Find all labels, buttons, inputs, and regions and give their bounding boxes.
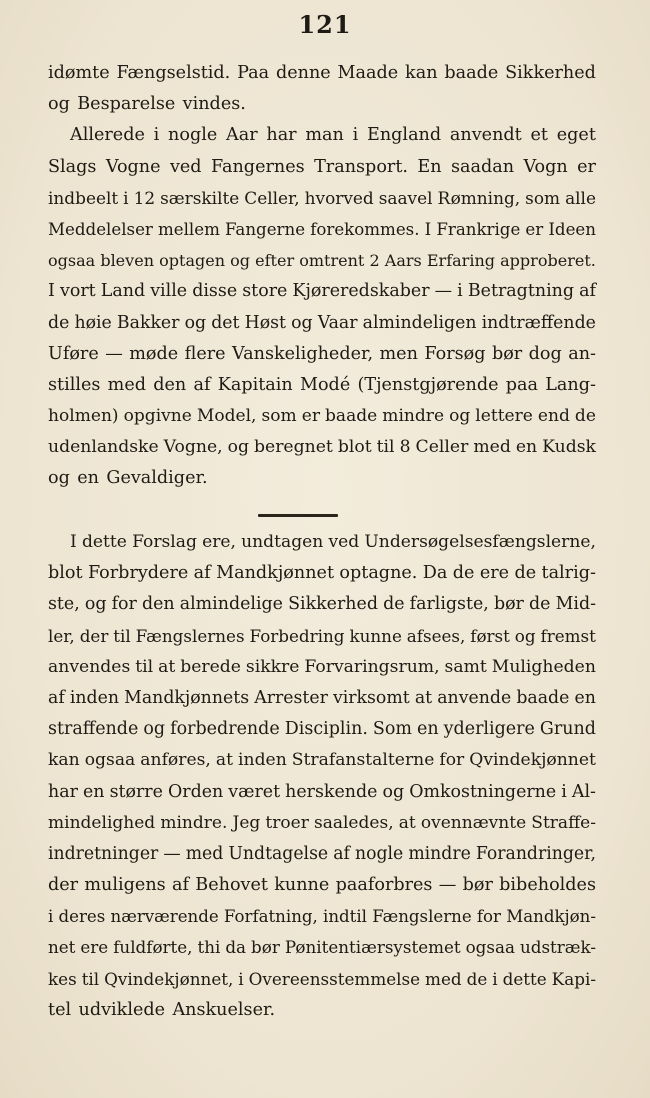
- text-line: kes til Qvindekjønnet, i Overeensstemmelse med de i dette Kapi-: [48, 968, 596, 989]
- text-line: mindelighed mindre. Jeg troer saaledes, at ovennævnte Straffe-: [48, 812, 596, 833]
- text-line: ogsaa bleven optagen og efter omtrent 2 Aars Erfaring approberet.: [48, 251, 596, 271]
- text-line: stilles med den af Kapitain Modé (Tjenstgjørende paa Lang-: [48, 374, 596, 395]
- text-line: Allerede i nogle Aar har man i England anvendt et eget: [70, 125, 596, 146]
- text-line: I dette Forslag ere, undtagen ved Undersøgelsesfængslerne,: [70, 532, 596, 552]
- text-line: Uføre — møde flere Vanskeligheder, men Forsøg bør dog an-: [48, 343, 596, 364]
- section-divider: [258, 514, 338, 517]
- text-line: der muligens af Behovet kunne paaforbres — bør bibeholdes: [48, 875, 596, 896]
- text-line: har en større Orden været herskende og Omkostningerne i Al-: [48, 781, 596, 802]
- text-line: af inden Mandkjønnets Arrester virksomt at anvende baade en: [48, 687, 596, 708]
- text-line: i deres nærværende Forfatning, indtil Fængslerne for Mandkjøn-: [48, 907, 596, 927]
- text-line: indretninger — med Undtagelse af nogle mindre Forandringer,: [48, 843, 596, 864]
- text-line: Meddelelser mellem Fangerne forekommes. I Frankrige er Ideen: [48, 219, 596, 239]
- text-line: ste, og for den almindelige Sikkerhed de farligste, bør de Mid-: [48, 594, 596, 615]
- text-line: holmen) opgivne Model, som er baade mindre og lettere end de: [48, 406, 596, 427]
- text-line: og Besparelse vindes.: [48, 94, 246, 115]
- page-number: 121: [298, 10, 352, 39]
- text-line: indbeelt i 12 særskilte Celler, hvorved saavel Rømning, som alle: [48, 187, 596, 208]
- text-line: kan ogsaa anføres, at inden Strafanstalterne for Qvindekjønnet: [48, 750, 596, 771]
- text-line: Slags Vogne ved Fangernes Transport. En saadan Vogn er: [48, 156, 596, 177]
- text-line: straffende og forbedrende Disciplin. Som en yderligere Grund: [48, 719, 596, 740]
- text-line: net ere fuldførte, thi da bør Pønitentiærsystemet ogsaa udstræk-: [48, 937, 596, 958]
- text-line: I vort Land ville disse store Kjøreredskaber — i Betragtning af: [48, 281, 596, 302]
- text-line: og en Gevaldiger.: [48, 468, 208, 489]
- text-line: tel udviklede Anskuelser.: [48, 999, 276, 1020]
- paragraph-block-top: [48, 58, 596, 495]
- text-line: anvendes til at berede sikkre Forvaringsrum, samt Muligheden: [48, 656, 596, 677]
- text-line: de høie Bakker og det Høst og Vaar almindeligen indtræffende: [48, 312, 596, 333]
- text-line: ler, der til Fængslernes Forbedring kunne afsees, først og fremst: [48, 625, 596, 646]
- text-line: udenlandske Vogne, og beregnet blot til 8 Celler med en Kudsk: [48, 437, 596, 458]
- text-line: blot Forbrydere af Mandkjønnet optagne. Da de ere de talrig-: [48, 563, 596, 584]
- paragraph-block-bottom: [48, 527, 596, 1026]
- text-line: idømte Fængselstid. Paa denne Maade kan baade Sikkerhed: [48, 63, 596, 83]
